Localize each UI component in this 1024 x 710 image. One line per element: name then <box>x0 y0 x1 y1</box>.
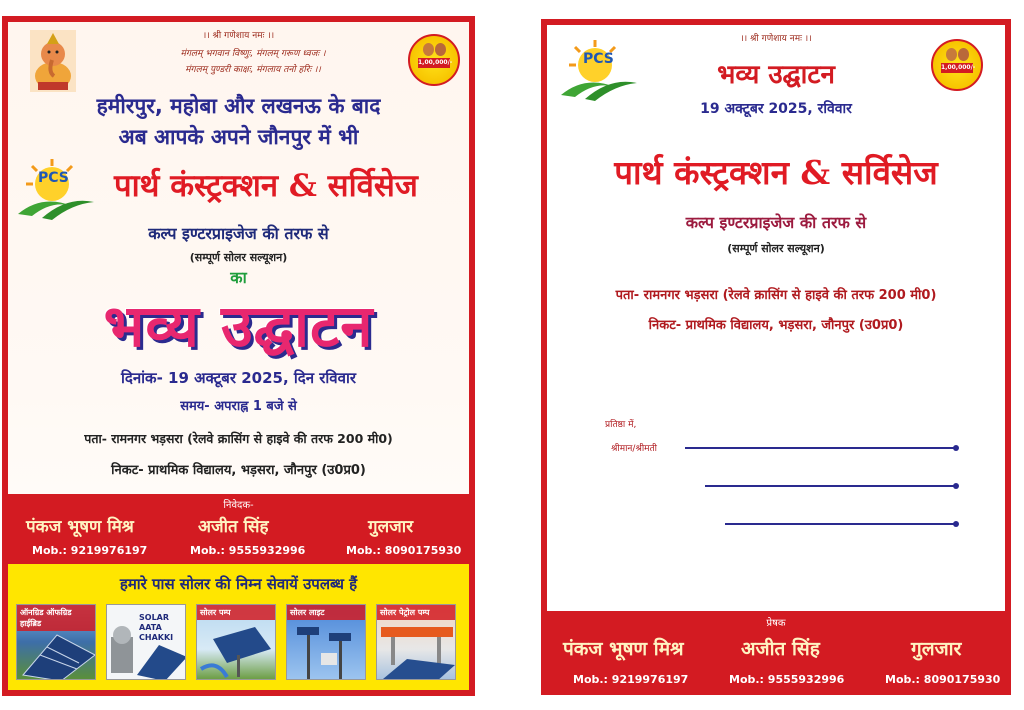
sender-name-3: गुलजार <box>911 638 962 660</box>
right-invitation-card <box>541 19 1011 695</box>
person-name-3: गुलजार <box>368 517 414 537</box>
solar-panel-icon <box>17 625 96 680</box>
company-name: पार्थ कंस्ट्रक्शन & सर्विसेज <box>114 168 418 204</box>
person-mob-1: Mob.: 9219976197 <box>32 544 148 557</box>
headline-line-1: हमीरपुर, महोबा और लखनऊ के बाद <box>96 94 381 118</box>
solution-line: (सम्पूर्ण सोलर सल्यूशन) <box>189 251 288 264</box>
sender-name-1: पंकज भूषण मिश्र <box>563 638 684 660</box>
service-label-1: ऑनग्रिड ऑफग्रिड हाईब्रिड <box>17 605 95 631</box>
nivedak-label: निवेदक- <box>223 500 254 511</box>
solar-pump-icon <box>197 619 276 680</box>
preshak-label: प्रेषक <box>766 618 786 629</box>
mantra-line-2: मंगलम् पुण्डरी काक्षः, मंगलाय तनो हरिः ।। <box>185 65 321 75</box>
recipient-line-3[interactable] <box>725 523 957 525</box>
pcs-logo-text: PCS <box>38 170 69 186</box>
solution-line-right: (सम्पूर्ण सोलर सल्यूशन) <box>727 242 825 255</box>
person-mob-3: Mob.: 8090175930 <box>346 544 462 557</box>
recipient-line-1[interactable] <box>685 447 957 449</box>
services-heading: हमारे पास सोलर की निम्न सेवायें उपलब्ध हैं <box>119 575 358 593</box>
sender-mob-3: Mob.: 8090175930 <box>885 673 1001 686</box>
person-name-1: पंकज भूषण मिश्र <box>26 517 134 537</box>
sender-mob-2: Mob.: 9555932996 <box>729 673 845 686</box>
services-band <box>8 564 469 608</box>
address-line: पता- रामनगर भड़सरा (रेलवे क्रासिंग से हाइवे की तरफ 200 मी0) <box>84 431 393 446</box>
recipient-line-2[interactable] <box>705 485 957 487</box>
sender-mob-1: Mob.: 9219976197 <box>573 673 689 686</box>
mantra-top: ।। श्री गणेशाय नमः ।। <box>202 31 275 41</box>
from-line-right: कल्प इण्टरप्राइजेज की तरफ से <box>685 213 867 232</box>
offer-seal-icon <box>408 34 460 86</box>
ka-text: का <box>230 268 247 287</box>
person-name-2: अजीत सिंह <box>198 517 269 537</box>
service-label-4: सोलर लाइट <box>287 605 365 620</box>
time-line: समय- अपराह्न 1 बजे से <box>180 399 297 414</box>
mantra-top-right: ।। श्री गणेशाय नमः ।। <box>740 34 812 44</box>
nivedak-band <box>8 494 469 564</box>
service-label-2: SOLAR AATA CHAKKI <box>139 613 174 642</box>
date-line-right: 19 अक्टूबर 2025, रविवार <box>700 101 852 117</box>
person-mob-2: Mob.: 9555932996 <box>190 544 306 557</box>
address-line-right: पता- रामनगर भड़सरा (रेलवे क्रासिंग से हाइवे की तरफ 200 मी0) <box>615 288 937 303</box>
from-line: कल्प इण्टरप्राइजेज की तरफ से <box>148 224 329 243</box>
service-solar-petrol-pump <box>376 604 456 680</box>
company-name-right: पार्थ कंस्ट्रक्शन & सर्विसेज <box>614 153 938 192</box>
service-label-5: सोलर पेट्रोल पम्प <box>377 605 455 620</box>
pcs-logo-text-right: PCS <box>583 51 614 67</box>
service-solar-pump <box>196 604 276 680</box>
pcs-logo-icon <box>12 156 98 222</box>
near-line: निकट- प्राथमिक विद्यालय, भड़सरा, जौनपुर (उ0प्र0) <box>111 463 366 478</box>
shriman-label: श्रीमान/श्रीमती <box>611 444 657 454</box>
pratishtha-label: प्रतिष्ठा में, <box>605 420 637 430</box>
line-end-dot-2 <box>953 483 959 489</box>
headline-line-2: अब आपके अपने जौनपुर में भी <box>118 125 359 149</box>
service-ongrid <box>16 604 96 680</box>
line-end-dot-3 <box>953 521 959 527</box>
left-invitation-card <box>2 16 475 696</box>
grand-opening-title-right: भव्य उद्घाटन <box>717 60 835 90</box>
preshak-band <box>547 611 1005 695</box>
mantra-line-1: मंगलम् भगवान विष्णुः, मंगलम् गरूण ध्वजः । <box>180 49 326 59</box>
seal-amount-right: 1,00,000/- <box>941 64 976 71</box>
seal-amount: 1,00,000/- <box>418 59 453 66</box>
service-solar-light <box>286 604 366 680</box>
solar-light-icon <box>287 615 366 680</box>
petrol-pump-icon <box>377 619 456 680</box>
near-line-right: निकट- प्राथमिक विद्यालय, भड़सरा, जौनपुर (उ0प्र0) <box>648 318 904 333</box>
service-aata-chakki <box>106 604 186 680</box>
service-label-3: सोलर पम्प <box>197 605 275 620</box>
grand-opening-title: भव्य उद्घाटन <box>103 292 374 360</box>
sender-name-2: अजीत सिंह <box>741 638 820 660</box>
line-end-dot-1 <box>953 445 959 451</box>
date-line: दिनांक- 19 अक्टूबर 2025, दिन रविवार <box>120 369 357 387</box>
